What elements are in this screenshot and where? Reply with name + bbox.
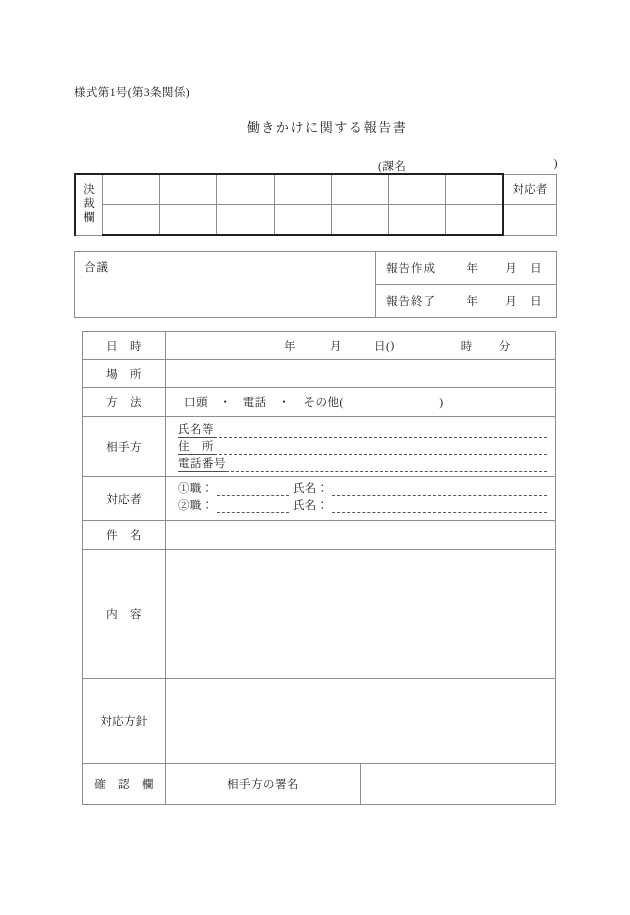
counterpart-address-label: 住 所: [178, 441, 214, 453]
approval-cell[interactable]: [160, 174, 217, 205]
report-created-label: 報告作成: [386, 263, 436, 275]
method-field[interactable]: [166, 388, 556, 417]
row-label-counterpart: 相手方: [83, 417, 166, 477]
approval-cell[interactable]: [103, 205, 160, 236]
approval-label-char-3: 欄: [83, 211, 95, 224]
table-row: [83, 360, 556, 388]
approval-cell[interactable]: [274, 174, 331, 205]
counterpart-name-label: 氏名等: [178, 424, 214, 436]
report-finished-year: 年: [466, 296, 479, 308]
report-finished-row[interactable]: [376, 285, 557, 318]
approval-cell[interactable]: [274, 205, 331, 236]
datetime-minute: 分: [498, 340, 511, 353]
approval-cell[interactable]: [446, 174, 503, 205]
form-number: 様式第1号(第3条関係): [74, 87, 190, 99]
table-row: [83, 679, 556, 764]
approval-row-2: [75, 205, 557, 236]
counterpart-name-input[interactable]: [214, 425, 547, 438]
content-field[interactable]: [166, 550, 556, 679]
approval-column-label: [75, 174, 103, 235]
approval-block: [74, 173, 557, 236]
responder-1-position-input[interactable]: [217, 483, 289, 496]
approval-cell[interactable]: [217, 174, 274, 205]
place-field[interactable]: [166, 360, 556, 388]
method-option-oral[interactable]: 口頭: [184, 397, 208, 409]
responder-entry-2[interactable]: [178, 499, 547, 513]
table-row: [83, 550, 556, 679]
main-form-table: [82, 331, 556, 805]
datetime-day: 日(: [374, 340, 391, 353]
counterpart-address-input[interactable]: [214, 442, 547, 455]
method-option-other[interactable]: その他(: [303, 397, 344, 409]
responder-2-position-label: ②職：: [178, 500, 214, 512]
responder-2-name-input[interactable]: [332, 500, 547, 513]
section-name-field: [378, 158, 558, 174]
row-label-datetime: 日 時: [83, 332, 166, 360]
approval-cell[interactable]: [160, 205, 217, 236]
row-label-policy: 対応方針: [83, 679, 166, 764]
row-label-responder: 対応者: [83, 477, 166, 521]
consultation-label: 合議: [84, 262, 109, 274]
approval-label-char-1: 決: [83, 184, 95, 197]
approval-table: [74, 173, 557, 236]
method-option-other-close: ): [439, 397, 444, 409]
datetime-month: 月: [330, 340, 342, 353]
section-name-close-paren: ): [553, 158, 558, 170]
report-table: [82, 331, 556, 805]
section-name-label: (課名: [378, 161, 407, 173]
subject-field[interactable]: [166, 521, 556, 550]
report-finished-month: 月: [505, 296, 518, 308]
table-row: [83, 521, 556, 550]
policy-field[interactable]: [166, 679, 556, 764]
responder-2-name-label: 氏名：: [293, 500, 329, 512]
counterpart-address-line[interactable]: [178, 440, 547, 455]
row-label-place: 場 所: [83, 360, 166, 388]
consultation-row-1: [75, 252, 557, 285]
datetime-year: 年: [284, 340, 296, 353]
approval-cell[interactable]: [389, 174, 446, 205]
report-created-day: 日: [530, 263, 542, 275]
responder-1-name-input[interactable]: [332, 483, 547, 496]
counterpart-phone-input[interactable]: [226, 459, 547, 472]
datetime-day-close: ): [390, 339, 395, 352]
signature-field[interactable]: [361, 764, 556, 805]
responder-1-position-label: ①職：: [178, 483, 214, 495]
approval-label-char-2: 裁: [83, 197, 95, 210]
row-label-subject: 件 名: [83, 521, 166, 550]
page-title: 働きかけに関する報告書: [246, 120, 408, 135]
table-row: [83, 332, 556, 360]
consultation-block: [74, 251, 557, 318]
datetime-field[interactable]: [166, 332, 556, 360]
approval-cell[interactable]: [389, 205, 446, 236]
responder-entry-1[interactable]: [178, 482, 547, 496]
report-created-month: 月: [505, 263, 518, 275]
report-finished-label: 報告終了: [386, 296, 436, 308]
counterpart-name-line[interactable]: [178, 423, 547, 438]
table-row: [83, 417, 556, 477]
signature-label: 相手方の署名: [166, 764, 361, 805]
responder-header: 対応者: [503, 174, 557, 205]
counterpart-fields: [166, 417, 556, 477]
method-separator: ・: [219, 397, 232, 409]
report-created-row[interactable]: [376, 252, 557, 285]
table-row: [83, 477, 556, 521]
counterpart-phone-label: 電話番号: [178, 458, 226, 470]
responder-fields: [166, 477, 556, 521]
table-row: [83, 764, 556, 805]
approval-cell[interactable]: [446, 205, 503, 236]
approval-cell[interactable]: [103, 174, 160, 205]
counterpart-phone-line[interactable]: [178, 457, 547, 472]
approval-row-1: [75, 174, 557, 205]
approval-cell[interactable]: [331, 174, 388, 205]
method-option-phone[interactable]: 電話: [242, 397, 267, 409]
row-label-method: 方 法: [83, 388, 166, 417]
row-label-confirmation: 確 認 欄: [83, 764, 166, 805]
table-row: [83, 388, 556, 417]
responder-value-cell[interactable]: [503, 205, 557, 236]
datetime-hour: 時: [460, 340, 473, 353]
approval-cell[interactable]: [217, 205, 274, 236]
method-separator: ・: [278, 397, 291, 409]
approval-cell[interactable]: [331, 205, 388, 236]
consultation-table: [74, 251, 557, 318]
report-created-year: 年: [466, 263, 479, 275]
consultation-cell[interactable]: [75, 252, 376, 318]
responder-2-position-input[interactable]: [217, 500, 289, 513]
row-label-content: 内 容: [83, 550, 166, 679]
responder-1-name-label: 氏名：: [293, 483, 329, 495]
report-finished-day: 日: [530, 296, 542, 308]
